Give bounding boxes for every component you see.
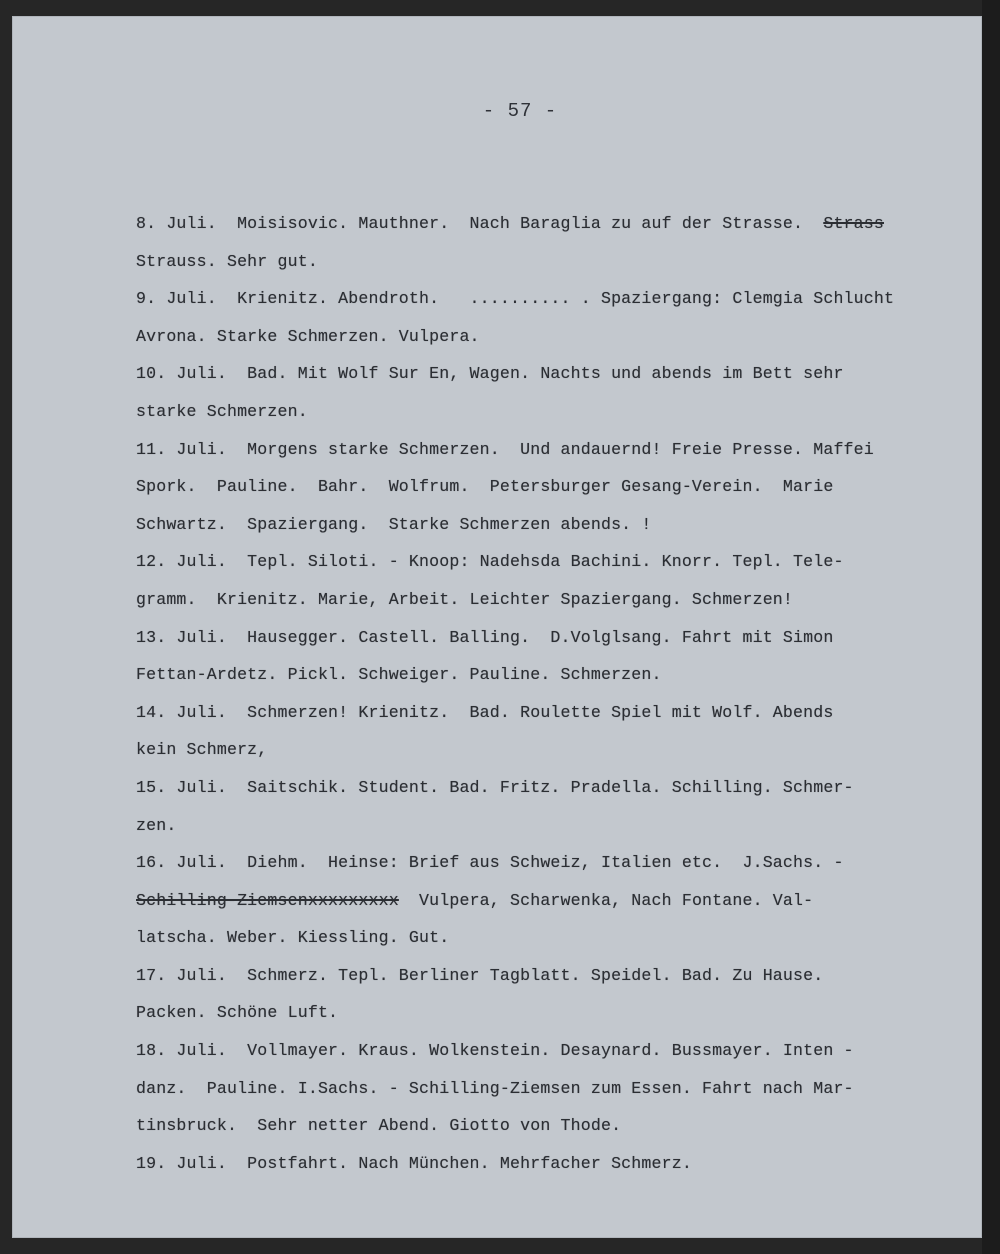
line-text: Avrona. Starke Schmerzen. Vulpera. <box>136 326 480 346</box>
entry-line <box>136 882 966 920</box>
entry-line <box>136 355 966 393</box>
line-text: 13. Juli. Hausegger. Castell. Balling. D.Volglsang. Fahrt mit Simon <box>136 627 834 647</box>
diary-entry <box>136 694 966 769</box>
line-text: 18. Juli. Vollmayer. Kraus. Wolkenstein. Desaynard. Bussmayer. Inten - <box>136 1041 854 1061</box>
line-text: 15. Juli. Saitschik. Student. Bad. Fritz. Pradella. Schilling. Schmer- <box>136 777 854 797</box>
line-text: Spork. Pauline. Bahr. Wolfrum. Petersburger Gesang-Verein. Marie <box>136 477 834 497</box>
entry-line <box>136 543 966 581</box>
line-text: Schwartz. Spaziergang. Starke Schmerzen abends. ! <box>136 514 652 534</box>
line-text: Packen. Schöne Luft. <box>136 1003 339 1023</box>
line-text: kein Schmerz, <box>136 740 268 760</box>
diary-entries <box>136 205 966 1182</box>
entry-line <box>136 468 966 506</box>
entry-line <box>136 694 966 732</box>
entry-line <box>136 919 966 957</box>
entry-line <box>136 581 966 619</box>
line-text: 14. Juli. Schmerzen! Krienitz. Bad. Roulette Spiel mit Wolf. Abends <box>136 702 834 722</box>
line-text: starke Schmerzen. <box>136 401 308 421</box>
line-text: 16. Juli. Diehm. Heinse: Brief aus Schweiz, Italien etc. J.Sachs. - <box>136 853 844 873</box>
entry-line <box>136 731 966 769</box>
entry-line <box>136 506 966 544</box>
entry-line <box>136 1070 966 1108</box>
diary-entry <box>136 769 966 844</box>
line-text: 8. Juli. Moisisovic. Mauthner. Nach Baraglia zu auf der Strasse. <box>136 214 824 233</box>
diary-entry <box>136 619 966 694</box>
diary-entry <box>136 1032 966 1145</box>
struck-text: Strass <box>823 214 884 233</box>
entry-line <box>136 1145 966 1183</box>
line-text: zen. <box>136 815 177 835</box>
line-text-continued: Vulpera, Scharwenka, Nach Fontane. Val- <box>398 890 814 910</box>
entry-line <box>136 1107 966 1145</box>
line-text: 11. Juli. Morgens starke Schmerzen. Und andauernd! Freie Presse. Maffei <box>136 439 874 459</box>
diary-entry <box>136 844 966 957</box>
entry-line <box>136 318 966 356</box>
entry-line <box>136 619 966 657</box>
entry-line <box>136 656 966 694</box>
line-text: 9. Juli. Krienitz. Abendroth. .......... . Spaziergang: Clemgia Schlucht <box>136 289 895 309</box>
line-text: danz. Pauline. I.Sachs. - Schilling-Ziemsen zum Essen. Fahrt nach Mar- <box>136 1078 854 1098</box>
line-text: Strauss. Sehr gut. <box>136 251 318 271</box>
line-text: latscha. Weber. Kiessling. Gut. <box>136 928 450 948</box>
entry-line <box>136 243 966 281</box>
page-edge <box>982 0 1000 1254</box>
struck-text: Schilling-Ziemsenxxxxxxxxx <box>136 890 399 910</box>
diary-entry <box>136 543 966 618</box>
diary-entry <box>136 205 966 280</box>
entry-line <box>136 957 966 995</box>
diary-entry <box>136 1145 966 1183</box>
line-text: 10. Juli. Bad. Mit Wolf Sur En, Wagen. Nachts und abends im Bett sehr <box>136 364 844 384</box>
entry-line <box>136 807 966 845</box>
entry-line <box>136 1032 966 1070</box>
diary-entry <box>136 355 966 430</box>
diary-entry <box>136 280 966 355</box>
entry-line <box>136 393 966 431</box>
line-text: Fettan-Ardetz. Pickl. Schweiger. Pauline. Schmerzen. <box>136 665 662 685</box>
line-text: 17. Juli. Schmerz. Tepl. Berliner Tagblatt. Speidel. Bad. Zu Hause. <box>136 965 824 985</box>
line-text: tinsbruck. Sehr netter Abend. Giotto von Thode. <box>136 1116 622 1136</box>
page-number: - 57 - <box>482 100 558 122</box>
entry-line <box>136 205 966 243</box>
entry-line <box>136 844 966 882</box>
entry-line <box>136 431 966 469</box>
entry-line <box>136 994 966 1032</box>
line-text: 19. Juli. Postfahrt. Nach München. Mehrfacher Schmerz. <box>136 1153 692 1173</box>
line-text: 12. Juli. Tepl. Siloti. - Knoop: Nadehsda Bachini. Knorr. Tepl. Tele- <box>136 552 844 572</box>
diary-entry <box>136 957 966 1032</box>
diary-entry <box>136 431 966 544</box>
entry-line <box>136 280 966 318</box>
entry-line <box>136 769 966 807</box>
line-text: gramm. Krienitz. Marie, Arbeit. Leichter Spaziergang. Schmerzen! <box>136 589 794 609</box>
